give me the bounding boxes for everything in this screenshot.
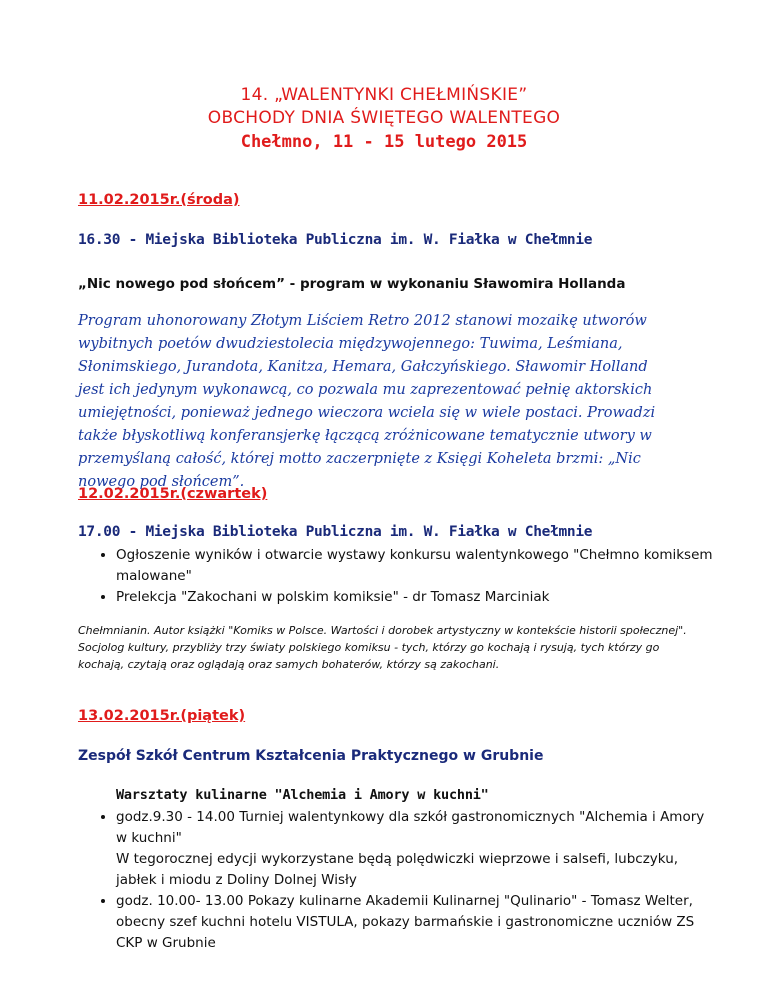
list-item: • Ogłoszenie wyników i otwarcie wystawy konkursu walentynkowego "Chełmno komiksem malowane" <box>116 545 716 587</box>
day1-program-title: „Nic nowego pod słońcem” - program w wykonaniu Sławomira Hollanda <box>78 276 626 292</box>
list-item-main: godz.9.30 - 14.00 Turniej walentynkowy dla szkół gastronomicznych "Alchemia i Amory w kuchni" <box>116 809 705 846</box>
day3-date: 13.02.2015r.(piątek) <box>78 708 246 724</box>
event-header <box>0 84 768 154</box>
day2-date: 12.02.2015r.(czwartek) <box>78 486 268 502</box>
day3-venue: Zespół Szkół Centrum Kształcenia Praktycznego w Grubnie <box>78 748 544 764</box>
day1-venue: 16.30 - Miejska Biblioteka Publiczna im. W. Fiałka w Chełmnie <box>78 232 593 248</box>
day1-description: Program uhonorowany Złotym Liściem Retro 2012 stanowi mozaikę utworów wybitnych poetów dwudziestolecia międzywojennego: Tuwima, Leśmiana, Słonimskiego, Jurandota, Kanitza, Hemara, Gałczyńskiego. Sławomir Holland jest ich jedynym wykonawcą, co pozwala mu zaprezentować pełnię aktorskich umiejętności, ponieważ jednego wieczora wciela się w wiele postaci. Prowadzi także błyskotliwą konferansjerkę łączącą zróżnicowane tematycznie utwory w przemyślaną całość, której motto zaczerpnięte z Księgi Koheleta brzmi: „Nic nowego pod słońcem”. <box>78 313 656 490</box>
day2-venue: 17.00 - Miejska Biblioteka Publiczna im. W. Fiałka w Chełmnie <box>78 524 593 540</box>
day3-workshop-title: Warsztaty kulinarne "Alchemia i Amory w kuchni" <box>116 787 489 803</box>
event-title: 14. „WALENTYNKI CHEŁMIŃSKIE” <box>240 85 528 105</box>
day2-list <box>78 545 716 608</box>
event-dates: Chełmno, 11 - 15 lutego 2015 <box>240 132 528 152</box>
list-item <box>116 807 716 891</box>
list-item: • Prelekcja "Zakochani w polskim komiksie" - dr Tomasz Marciniak <box>116 587 716 608</box>
day2-note: Chełmnianin. Autor książki "Komiks w Polsce. Wartości i dorobek artystyczny w kontekście historii społecznej". Socjolog kultury, przybliży trzy światy polskiego komiksu - tych, którzy go kochają i rysują, tych którzy go kochają, czytają oraz oglądają oraz samych bohaterów, którzy są zakochani. <box>78 624 687 671</box>
list-item-extra: W tegorocznej edycji wykorzystane będą polędwiczki wieprzowe i salsefi, lubczyku, jabłek i miodu z Doliny Dolnej Wisły <box>116 851 679 888</box>
list-item <box>116 891 716 954</box>
day3-list <box>78 807 716 954</box>
list-item-main: godz. 10.00- 13.00 Pokazy kulinarne Akademii Kulinarnej "Qulinario" - Tomasz Welter, obecny szef kuchni hotelu VISTULA, pokazy barmańskie i gastronomiczne uczniów ZS CKP w Grubnie <box>116 893 695 951</box>
event-subtitle: OBCHODY DNIA ŚWIĘTEGO WALENTEGO <box>207 108 561 128</box>
day1-date: 11.02.2015r.(środa) <box>78 192 240 208</box>
